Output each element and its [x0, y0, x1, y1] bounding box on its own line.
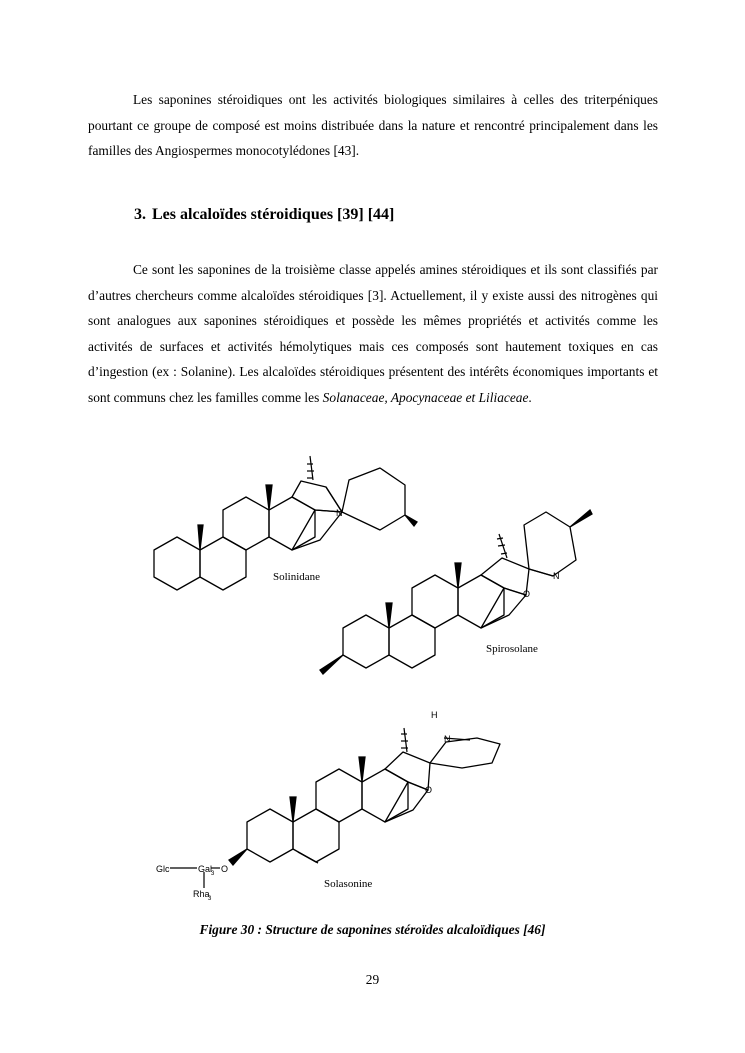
section-heading: [134, 206, 400, 224]
spirosolane-label: Spirosolane: [486, 643, 538, 655]
alkaloid-paragraph-text: Ce sont les saponines de la troisième classe appelés amines stéroidiques et ils sont classifiés par d’autres chercheurs comme alcaloïdes stéroidiques [3]. Actuellement, il y existe aussi des nitrogènes qui sont analogues aux saponines stéroidiques et possède les mêmes propriétés et activités comme les activités de surfaces et activités hémolytiques mais ces composés sont hautement toxiques en cas d’ingestion (ex : Solanine). Les alcaloïdes stéroidiques présentent des intérêts économiques importants et sont communs chez les familles comme les: [88, 262, 658, 405]
solasonine-o-atom: O: [425, 785, 433, 795]
sugar-rha-subscript: 3: [208, 896, 212, 902]
sugar-gal-subscript: 3: [211, 871, 215, 877]
alkaloid-paragraph: [88, 257, 658, 410]
spirosolane-structure: [343, 512, 576, 668]
structures-svg: [130, 445, 610, 915]
solasonine-label: Solasonine: [324, 878, 373, 890]
section-title: Les alcaloïdes stéroidiques [39] [44]: [152, 206, 395, 223]
solasonine-structure: [247, 738, 500, 863]
figure-caption: Figure 30 : Structure de saponines stéroïdes alcaloïdiques [46]: [199, 922, 546, 937]
structure-figure: [130, 445, 610, 915]
intro-paragraph-text: Les saponines stéroidiques ont les activités biologiques similaires à celles des triterpéniques pourtant ce groupe de composé est moins distribuée dans la nature et rencontré principalement dans les familles des Angiospermes monocotylédones [43].: [88, 92, 658, 158]
sugar-rha: Rha: [193, 889, 210, 899]
paragraph-end: .: [528, 389, 532, 405]
section-number: 3.: [134, 206, 146, 223]
plant-families: Solanaceae, Apocynaceae et Liliaceae: [322, 389, 529, 405]
solinidane-n-atom: N: [336, 508, 343, 518]
spirosolane-o-atom: O: [523, 589, 531, 599]
intro-paragraph: [88, 87, 658, 164]
spirosolane-n-atom: N: [553, 571, 560, 581]
solasonine-o-link: O: [221, 864, 229, 874]
sugar-glc: Glc: [156, 864, 170, 874]
page-number: 29: [365, 972, 380, 987]
solasonine-n-atom: N: [444, 734, 451, 744]
solasonine-h-atom: H: [431, 710, 438, 720]
sugar-gal: Gal: [198, 864, 213, 874]
solinidane-label: Solinidane: [273, 571, 321, 583]
